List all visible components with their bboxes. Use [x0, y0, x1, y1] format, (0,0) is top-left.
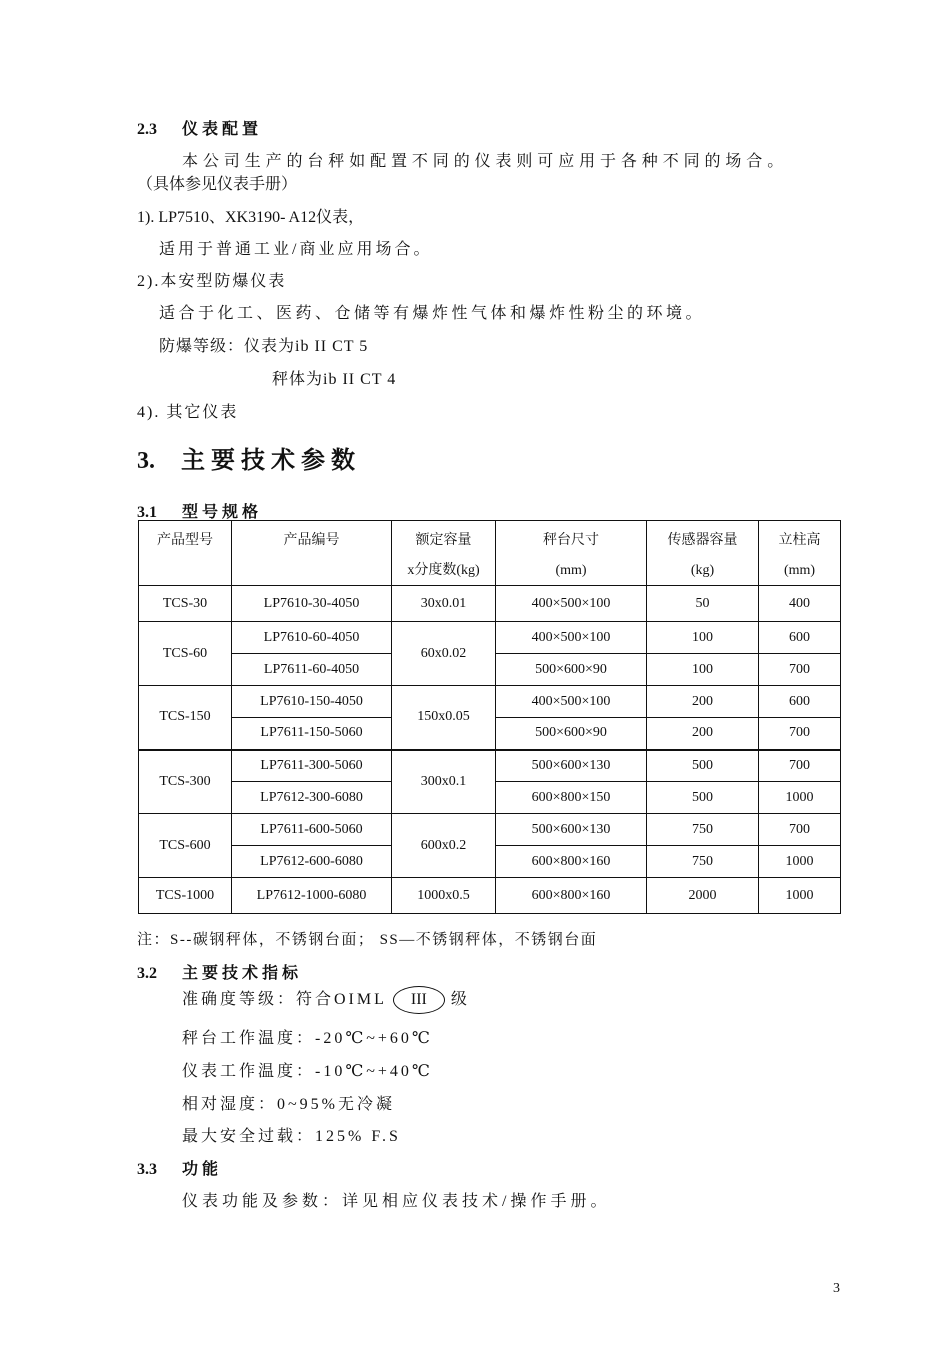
cell-model: TCS-60: [139, 622, 232, 686]
cell-column-height: 600: [759, 622, 841, 654]
cell-sensor: 50: [647, 586, 759, 622]
section-2-3-intro-note: （具体参见仪表手册）: [137, 176, 298, 193]
table-row: [139, 878, 841, 914]
instrument-item-2-desc: 适合于化工、医药、仓储等有爆炸性气体和爆炸性粉尘的环境。: [159, 305, 706, 322]
section-2-3-heading: 2.3 仪表配置: [137, 121, 263, 138]
table-row: [139, 586, 841, 622]
cell-model: TCS-600: [139, 814, 232, 878]
cell-model: TCS-1000: [139, 878, 232, 914]
header-column: 立柱高 (mm): [759, 521, 841, 586]
header-size: 秤台尺寸 (mm): [496, 521, 647, 586]
cell-code: LP7611-600-5060: [232, 814, 392, 846]
cell-code: LP7610-150-4050: [232, 686, 392, 718]
cell-model: TCS-300: [139, 750, 232, 814]
function-description: 仪表功能及参数：详见相应仪表技术/操作手册。: [182, 1193, 611, 1210]
cell-column-height: 1000: [759, 846, 841, 878]
cell-size: 400×500×100: [496, 622, 647, 654]
cell-size: 600×800×150: [496, 782, 647, 814]
cell-size: 500×600×90: [496, 718, 647, 750]
cell-code: LP7612-300-6080: [232, 782, 392, 814]
header-capacity: 额定容量 x分度数(kg): [392, 521, 496, 586]
header-sensor: 传感器容量 (kg): [647, 521, 759, 586]
cell-sensor: 200: [647, 718, 759, 750]
cell-code: LP7611-150-5060: [232, 718, 392, 750]
instrument-temperature: 仪表工作温度：-10℃~+40℃: [182, 1063, 433, 1080]
cell-capacity: 150x0.05: [392, 686, 496, 750]
table-row: [139, 622, 841, 654]
cell-model: TCS-30: [139, 586, 232, 622]
max-overload: 最大安全过载：125% F.S: [182, 1128, 401, 1145]
cell-size: 400×500×100: [496, 586, 647, 622]
relative-humidity: 相对湿度：0~95%无冷凝: [182, 1096, 395, 1113]
cell-sensor: 500: [647, 782, 759, 814]
cell-model: TCS-150: [139, 686, 232, 750]
cell-column-height: 1000: [759, 878, 841, 914]
instrument-item-2: 2).本安型防爆仪表: [137, 273, 287, 290]
cell-capacity: 600x0.2: [392, 814, 496, 878]
explosion-grade-body: 秤体为ib II CT 4: [272, 371, 397, 388]
cell-column-height: 600: [759, 686, 841, 718]
table-header-row: [139, 521, 841, 586]
cell-sensor: 500: [647, 750, 759, 782]
cell-capacity: 30x0.01: [392, 586, 496, 622]
instrument-item-1-desc: 适用于普通工业/商业应用场合。: [159, 241, 433, 258]
section-3-3-heading: 3.3 功能: [137, 1161, 223, 1178]
cell-size: 400×500×100: [496, 686, 647, 718]
cell-code: LP7612-600-6080: [232, 846, 392, 878]
header-model: 产品型号: [139, 521, 232, 586]
cell-capacity: 60x0.02: [392, 622, 496, 686]
cell-code: LP7610-30-4050: [232, 586, 392, 622]
table-row: [139, 814, 841, 846]
spec-table: [138, 520, 841, 914]
section-3-2-heading: 3.2 主要技术指标: [137, 965, 303, 982]
cell-sensor: 100: [647, 622, 759, 654]
cell-size: 600×800×160: [496, 846, 647, 878]
cell-column-height: 700: [759, 814, 841, 846]
explosion-grade-instrument: 防爆等级：仪表为ib II CT 5: [159, 338, 369, 355]
cell-column-height: 700: [759, 750, 841, 782]
page-number: 3: [833, 1281, 840, 1296]
cell-code: LP7610-60-4050: [232, 622, 392, 654]
cell-code: LP7611-300-5060: [232, 750, 392, 782]
accuracy-class-ellipse: III: [393, 986, 445, 1014]
cell-size: 600×800×160: [496, 878, 647, 914]
cell-code: LP7611-60-4050: [232, 654, 392, 686]
instrument-item-4: 4). 其它仪表: [137, 404, 239, 421]
accuracy-line: 准确度等级：符合OIML III 级: [182, 986, 467, 1014]
table-note: 注：S--碳钢秤体，不锈钢台面； SS—不锈钢秤体，不锈钢台面: [137, 932, 598, 948]
cell-capacity: 300x0.1: [392, 750, 496, 814]
cell-column-height: 700: [759, 654, 841, 686]
cell-size: 500×600×130: [496, 750, 647, 782]
instrument-item-1: 1). LP7510、XK3190- A12仪表，: [137, 209, 365, 226]
cell-column-height: 400: [759, 586, 841, 622]
cell-sensor: 200: [647, 686, 759, 718]
cell-sensor: 750: [647, 814, 759, 846]
table-row: [139, 686, 841, 718]
cell-size: 500×600×90: [496, 654, 647, 686]
cell-column-height: 700: [759, 718, 841, 750]
platform-temperature: 秤台工作温度：-20℃~+60℃: [182, 1030, 433, 1047]
cell-code: LP7612-1000-6080: [232, 878, 392, 914]
cell-column-height: 1000: [759, 782, 841, 814]
section-2-3-intro: 本公司生产的台秤如配置不同的仪表则可应用于各种不同的场合。: [182, 153, 789, 170]
cell-capacity: 1000x0.5: [392, 878, 496, 914]
cell-sensor: 2000: [647, 878, 759, 914]
section-3-heading: 3. 主要技术参数: [137, 448, 361, 474]
cell-sensor: 100: [647, 654, 759, 686]
header-code: 产品编号: [232, 521, 392, 586]
cell-size: 500×600×130: [496, 814, 647, 846]
section-3-1-heading: 3.1 型号规格: [137, 504, 263, 521]
table-row: [139, 750, 841, 782]
cell-sensor: 750: [647, 846, 759, 878]
